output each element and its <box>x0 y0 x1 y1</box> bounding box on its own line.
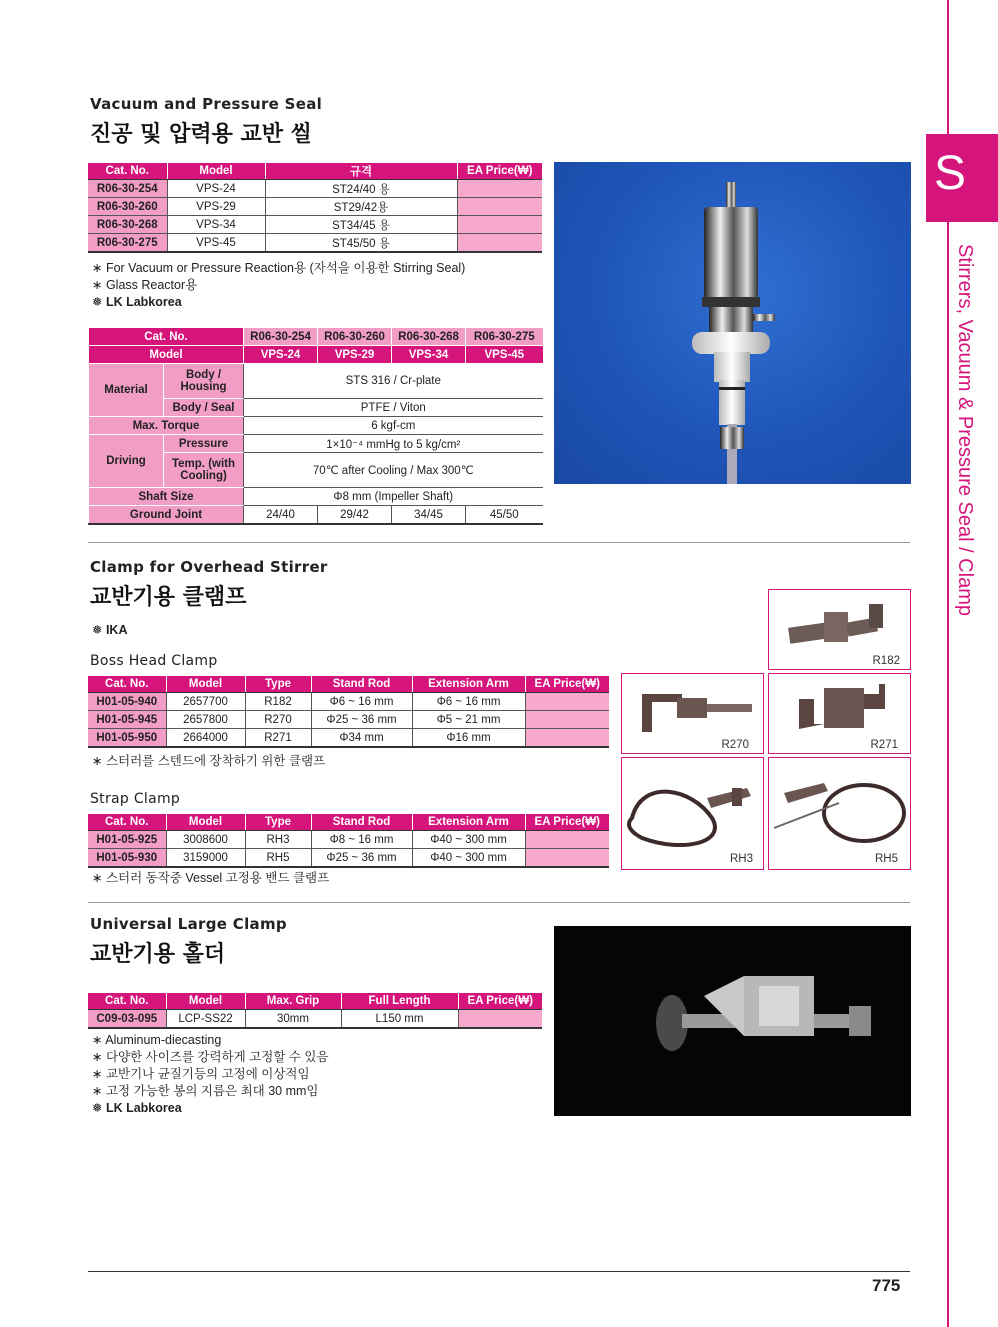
category-vertical-label: Stirrers, Vacuum & Pressure Seal / Clamp <box>954 244 976 616</box>
table-row <box>88 831 609 849</box>
max-grip: 30mm <box>245 1010 341 1029</box>
spec-model: VPS-29 <box>318 346 392 364</box>
spec-cat-label: Cat. No. <box>89 328 244 346</box>
col-cat: Cat. No. <box>88 814 166 831</box>
model: VPS-45 <box>167 234 265 253</box>
model: VPS-29 <box>167 198 265 216</box>
table-row <box>88 693 609 711</box>
col-arm: Extension Arm <box>412 676 525 693</box>
cat-no: R06-30-275 <box>88 234 167 253</box>
note-line: ∗ 교반기나 균질기등의 고정에 이상적임 <box>92 1067 310 1081</box>
spec-body-seal-val: PTFE / Viton <box>244 399 543 417</box>
stand-rod: Φ8 ~ 16 mm <box>311 831 412 849</box>
strap-clamp-table <box>88 814 609 868</box>
stand-rod: Φ25 ~ 36 mm <box>311 711 412 729</box>
price-cell <box>457 216 542 234</box>
spec-joint-val: 24/40 <box>244 506 318 525</box>
spec-shaft: Shaft Size <box>89 488 244 506</box>
table-row <box>88 234 542 253</box>
spec-max-torque-val: 6 kgf-cm <box>244 417 543 435</box>
spec-joint-val: 34/45 <box>392 506 466 525</box>
table-row <box>88 180 542 198</box>
table-row <box>88 849 609 868</box>
photo-label: R271 <box>870 739 898 751</box>
note-line: ∗ 고정 가능한 봉의 지름은 최대 30 mm임 <box>92 1084 319 1098</box>
cat-no: H01-05-950 <box>88 729 166 748</box>
spec-pressure-val: 1×10⁻⁴ mmHg to 5 kg/cm² <box>244 435 543 453</box>
price-cell <box>525 729 609 748</box>
spec-material: Material <box>89 364 164 417</box>
spec-body-seal: Body / Seal <box>164 399 244 417</box>
stand-rod: Φ25 ~ 36 mm <box>311 849 412 868</box>
photo-label: RH3 <box>729 853 753 865</box>
col-arm: Extension Arm <box>412 814 525 831</box>
spec: ST29/42용 <box>265 198 457 216</box>
footer-line <box>88 1271 910 1272</box>
spec: ST34/45 용 <box>265 216 457 234</box>
section1-title-ko: 진공 및 압력용 교반 씰 <box>90 122 312 147</box>
vacuum-seal-photo <box>554 162 911 484</box>
col-cat: Cat. No. <box>88 676 166 693</box>
col-price: EA Price(₩) <box>525 814 609 831</box>
universal-clamp-image <box>554 926 911 1116</box>
col-grip: Max. Grip <box>245 993 341 1010</box>
model: 2657700 <box>166 693 245 711</box>
section-divider <box>88 902 910 903</box>
col-price: EA Price(₩) <box>525 676 609 693</box>
spec-joint: Ground Joint <box>89 506 244 525</box>
photo-r271 <box>768 673 911 754</box>
photo-label: RH5 <box>874 853 898 865</box>
section2-title-ko: 교반기용 클램프 <box>90 585 247 610</box>
table-row <box>88 198 542 216</box>
stand-rod: Φ34 mm <box>311 729 412 748</box>
spec-driving: Driving <box>89 435 164 488</box>
cat-no: R06-30-254 <box>88 180 167 198</box>
model: 2657800 <box>166 711 245 729</box>
col-cat: Cat. No. <box>88 993 166 1010</box>
col-model: Model <box>166 993 245 1010</box>
spec-cat: R06-30-254 <box>244 328 318 346</box>
type: R182 <box>245 693 311 711</box>
boss-note: ∗ 스터러를 스텐드에 장착하기 위한 클램프 <box>92 754 326 768</box>
seal-spec-table <box>88 328 543 525</box>
section3-title-ko: 교반기용 홀더 <box>90 942 226 967</box>
cat-no: H01-05-930 <box>88 849 166 868</box>
spec: ST24/40 용 <box>265 180 457 198</box>
type: R271 <box>245 729 311 748</box>
section-letter: S <box>934 147 967 200</box>
extension-arm: Φ40 ~ 300 mm <box>412 849 525 868</box>
universal-clamp-table <box>88 993 542 1029</box>
photo-r270 <box>621 673 764 754</box>
table-row <box>88 1010 542 1029</box>
type: RH5 <box>245 849 311 868</box>
strap-clamp-title: Strap Clamp <box>90 791 181 807</box>
spec-model-label: Model <box>89 346 244 364</box>
spec-max-torque: Max. Torque <box>89 417 244 435</box>
section1-notes <box>92 260 465 311</box>
col-price: EA Price(₩) <box>457 163 542 180</box>
cat-no: H01-05-940 <box>88 693 166 711</box>
price-cell <box>525 711 609 729</box>
spec-body-housing: Body / Housing <box>164 364 244 399</box>
col-type: Type <box>245 814 311 831</box>
spec-cat: R06-30-275 <box>466 328 543 346</box>
extension-arm: Φ16 mm <box>412 729 525 748</box>
cat-no: H01-05-945 <box>88 711 166 729</box>
model: LCP-SS22 <box>166 1010 245 1029</box>
table-row <box>88 216 542 234</box>
spec-cat: R06-30-268 <box>392 328 466 346</box>
col-model: Model <box>166 676 245 693</box>
price-cell <box>457 180 542 198</box>
cat-no: H01-05-925 <box>88 831 166 849</box>
seal-price-table <box>88 163 542 253</box>
spec: ST45/50 용 <box>265 234 457 253</box>
extension-arm: Φ6 ~ 16 mm <box>412 693 525 711</box>
note-line: ∗ For Vacuum or Pressure Reaction용 (자석을 이용한 Stirring Seal) <box>92 261 466 275</box>
col-length: Full Length <box>341 993 458 1010</box>
price-cell <box>457 234 542 253</box>
vacuum-seal-image <box>554 162 911 484</box>
brand-label: ❅ LK Labkorea <box>92 295 182 309</box>
col-price: EA Price(₩) <box>458 993 542 1010</box>
section3-notes <box>92 1032 329 1117</box>
spec-temp-val: 70℃ after Cooling / Max 300℃ <box>244 453 543 488</box>
model: 2664000 <box>166 729 245 748</box>
universal-clamp-photo <box>554 926 911 1116</box>
spec-cat: R06-30-260 <box>318 328 392 346</box>
note-line: ∗ 다양한 사이즈를 강력하게 고정할 수 있음 <box>92 1050 329 1064</box>
spec-joint-val: 29/42 <box>318 506 392 525</box>
model: VPS-34 <box>167 216 265 234</box>
table-row <box>88 729 609 748</box>
boss-head-table <box>88 676 609 748</box>
full-length: L150 mm <box>341 1010 458 1029</box>
cat-no: C09-03-095 <box>88 1010 166 1029</box>
photo-rh3 <box>621 757 764 870</box>
photo-label: R182 <box>872 655 900 667</box>
price-cell <box>525 849 609 868</box>
note-line: ∗ Glass Reactor용 <box>92 278 198 292</box>
section3-title-en: Universal Large Clamp <box>90 915 287 933</box>
boss-head-title: Boss Head Clamp <box>90 653 218 669</box>
type: R270 <box>245 711 311 729</box>
extension-arm: Φ40 ~ 300 mm <box>412 831 525 849</box>
spec-joint-val: 45/50 <box>466 506 543 525</box>
model: VPS-24 <box>167 180 265 198</box>
col-cat: Cat. No. <box>88 163 167 180</box>
col-rod: Stand Rod <box>311 676 412 693</box>
cat-no: R06-30-260 <box>88 198 167 216</box>
photo-label: R270 <box>721 739 749 751</box>
price-cell <box>457 198 542 216</box>
stand-rod: Φ6 ~ 16 mm <box>311 693 412 711</box>
spec-pressure: Pressure <box>164 435 244 453</box>
spec-model: VPS-34 <box>392 346 466 364</box>
col-model: Model <box>167 163 265 180</box>
page-number: 775 <box>872 1276 901 1295</box>
col-type: Type <box>245 676 311 693</box>
extension-arm: Φ5 ~ 21 mm <box>412 711 525 729</box>
brand-label: ❅ LK Labkorea <box>92 1101 182 1115</box>
spec-model: VPS-24 <box>244 346 318 364</box>
brand-label: ❅ IKA <box>92 623 128 637</box>
col-rod: Stand Rod <box>311 814 412 831</box>
type: RH3 <box>245 831 311 849</box>
spec-temp: Temp. (with Cooling) <box>164 453 244 488</box>
cat-no: R06-30-268 <box>88 216 167 234</box>
price-cell <box>458 1010 542 1029</box>
spec-model: VPS-45 <box>466 346 543 364</box>
price-cell <box>525 693 609 711</box>
photo-rh5 <box>768 757 911 870</box>
strap-note: ∗ 스터러 동작중 Vessel 고정용 밴드 클램프 <box>92 871 330 885</box>
price-cell <box>525 831 609 849</box>
spec-shaft-val: Φ8 mm (Impeller Shaft) <box>244 488 543 506</box>
spec-body-housing-val: STS 316 / Cr-plate <box>244 364 543 399</box>
photo-r182 <box>768 589 911 670</box>
col-model: Model <box>166 814 245 831</box>
table-row <box>88 711 609 729</box>
section-divider <box>88 542 910 543</box>
note-line: ∗ Aluminum-diecasting <box>92 1033 222 1047</box>
model: 3159000 <box>166 849 245 868</box>
section1-title-en: Vacuum and Pressure Seal <box>90 95 323 113</box>
col-spec: 규격 <box>265 163 457 180</box>
model: 3008600 <box>166 831 245 849</box>
section2-title-en: Clamp for Overhead Stirrer <box>90 558 328 576</box>
